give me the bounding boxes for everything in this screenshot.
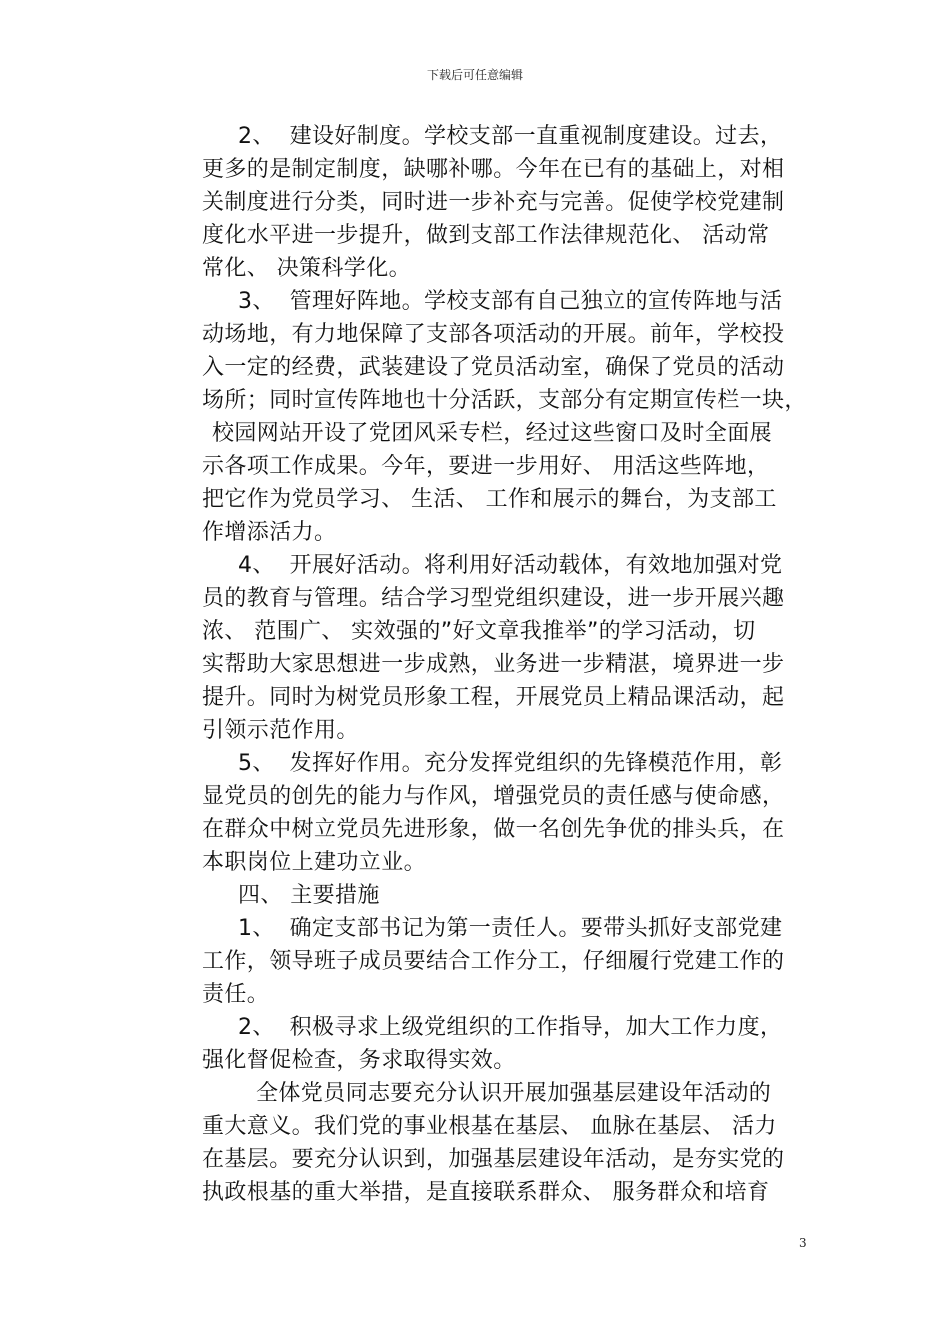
text-line: 示各项工作成果。今年，要进一步用好、 用活这些阵地， (202, 454, 770, 479)
text-line: 作增添活力。 (202, 520, 337, 545)
text-line: 显党员的创先的能力与作风，增强党员的责任感与使命感， (202, 784, 785, 809)
page-number: 3 (799, 1236, 807, 1250)
text-line: 5、 发挥好作用。充分发挥党组织的先锋模范作用，彰 (238, 751, 783, 776)
text-line: 本职岗位上建功立业。 (202, 850, 427, 875)
text-line: 工作，领导班子成员要结合工作分工，仔细履行党建工作的 (202, 949, 785, 974)
text-line: 责任。 (202, 982, 270, 1007)
text-line: 重大意义。我们党的事业根基在基层、 血脉在基层、 活力 (202, 1114, 777, 1139)
text-line: 在群众中树立党员先进形象，做一名创先争优的排头兵，在 (202, 817, 785, 842)
page-header: 下载后可任意编辑 (426, 68, 523, 82)
text-line: 引领示范作用。 (202, 718, 359, 743)
text-line: 校园网站开设了党团风采专栏，经过这些窗口及时全面展 (212, 421, 773, 446)
text-line: 更多的是制定制度，缺哪补哪。今年在已有的基础上，对相 (202, 157, 785, 182)
text-line: 场所；同时宣传阵地也十分活跃，支部分有定期宣传栏一块， (202, 388, 807, 413)
text-line: 入一定的经费，武装建设了党员活动室，确保了党员的活动 (202, 355, 785, 380)
text-line: 关制度进行分类，同时进一步补充与完善。促使学校党建制 (202, 190, 785, 215)
text-line: 度化水平进一步提升，做到支部工作法律规范化、 活动常 (202, 223, 770, 248)
text-line: 3、 管理好阵地。学校支部有自己独立的宣传阵地与活 (238, 289, 783, 314)
text-line: 常化、 决策科学化。 (202, 256, 411, 281)
text-line: 在基层。要充分认识到，加强基层建设年活动，是夯实党的 (202, 1147, 785, 1172)
text-line: 员的教育与管理。结合学习型党组织建设，进一步开展兴趣 (202, 586, 785, 611)
text-line: 提升。同时为树党员形象工程，开展党员上精品课活动，起 (202, 685, 785, 710)
text-line: 2、 建设好制度。学校支部一直重视制度建设。过去， (238, 124, 783, 149)
text-line: 浓、 范围广、 实效强的”好文章我推举”的学习活动，切 (202, 619, 756, 644)
text-line: 1、 确定支部书记为第一责任人。要带头抓好支部党建 (238, 916, 783, 941)
text-line: 全体党员同志要充分认识开展加强基层建设年活动的 (256, 1081, 772, 1106)
section-heading: 四、 主要措施 (238, 883, 380, 908)
text-line: 4、 开展好活动。将利用好活动载体，有效地加强对党 (238, 553, 783, 578)
text-line: 把它作为党员学习、 生活、 工作和展示的舞台，为支部工 (202, 487, 777, 512)
text-line: 动场地，有力地保障了支部各项活动的开展。前年，学校投 (202, 322, 785, 347)
text-line: 2、 积极寻求上级党组织的工作指导，加大工作力度， (238, 1015, 783, 1040)
text-line: 实帮助大家思想进一步成熟，业务进一步精湛，境界进一步 (202, 652, 785, 677)
text-line: 强化督促检查，务求取得实效。 (202, 1048, 516, 1073)
text-line: 执政根基的重大举措，是直接联系群众、 服务群众和培育 (202, 1180, 770, 1205)
